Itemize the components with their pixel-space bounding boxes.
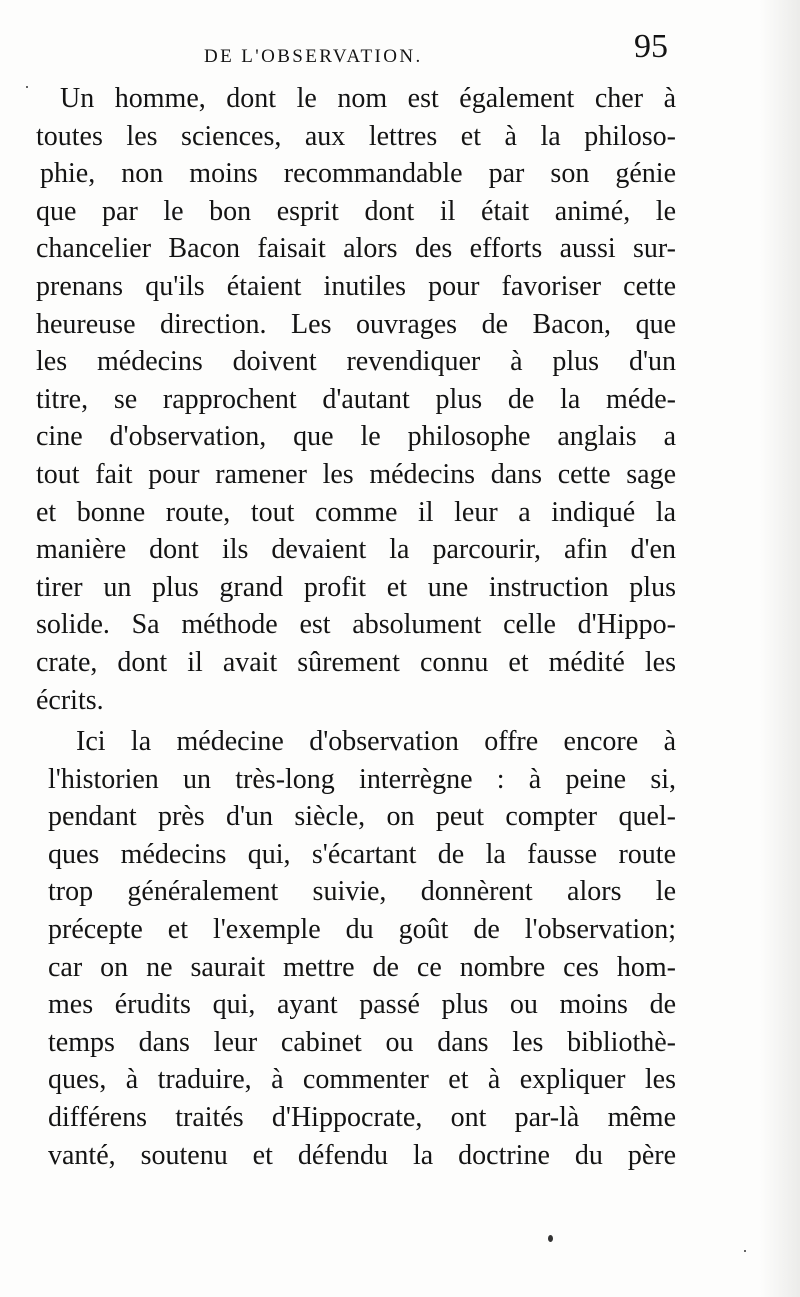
text-line: ques, à traduire, à commenter et à expliquer les <box>48 1064 676 1096</box>
body-text <box>36 80 676 1174</box>
text-line: cine d'observation, que le philosophe anglais a <box>36 421 676 453</box>
page-number: 95 <box>634 28 668 65</box>
text-line: tirer un plus grand profit et une instruction plus <box>36 571 676 603</box>
text-line: l'historien un très-long interrègne : à peine si, <box>48 763 676 795</box>
text-line: chancelier Bacon faisait alors des efforts aussi sur- <box>36 233 676 265</box>
text-line: précepte et l'exemple du goût de l'observation; <box>48 914 676 946</box>
text-line: que par le bon esprit dont il était animé, le <box>36 195 676 227</box>
text-line: crate, dont il avait sûrement connu et médité les <box>36 646 676 678</box>
paragraph-2 <box>36 723 676 1174</box>
text-line: phie, non moins recommandable par son génie <box>40 158 676 190</box>
text-line: car on ne saurait mettre de ce nombre ces hom- <box>48 951 676 983</box>
text-line: solide. Sa méthode est absolument celle d'Hippo- <box>36 609 676 641</box>
running-head <box>30 40 670 74</box>
text-line: différens traités d'Hippocrate, ont par-là même <box>48 1102 676 1134</box>
text-line: titre, se rapprochent d'autant plus de la méde- <box>36 383 676 415</box>
text-line: et bonne route, tout comme il leur a indiqué la <box>36 496 676 528</box>
text-line: Un homme, dont le nom est également cher à <box>60 83 676 114</box>
text-line: les médecins doivent revendiquer à plus d'un <box>36 346 676 378</box>
text-line: ques médecins qui, s'écartant de la fausse route <box>48 838 676 870</box>
text-line: prenans qu'ils étaient inutiles pour favoriser cette <box>36 270 676 302</box>
running-title: DE L'OBSERVATION. <box>204 46 423 67</box>
text-line: Ici la médecine d'observation offre encore à <box>76 726 676 758</box>
ink-speck <box>548 1235 553 1242</box>
text-line: manière dont ils devaient la parcourir, afin d'en <box>36 534 676 566</box>
text-line: temps dans leur cabinet ou dans les bibliothè- <box>48 1026 676 1058</box>
text-line: pendant près d'un siècle, on peut compter quel- <box>48 801 676 833</box>
text-line: écrits. <box>36 684 104 716</box>
text-line: trop généralement suivie, donnèrent alors le <box>48 876 676 908</box>
ink-speck <box>26 86 28 88</box>
text-line: toutes les sciences, aux lettres et à la philoso- <box>36 120 676 152</box>
text-line: tout fait pour ramener les médecins dans cette sage <box>36 458 676 490</box>
page-gutter-shadow <box>760 0 800 1297</box>
text-line: vanté, soutenu et défendu la doctrine du père <box>48 1139 676 1171</box>
paragraph-1 <box>36 80 676 719</box>
ink-speck <box>744 1250 746 1252</box>
text-line: heureuse direction. Les ouvrages de Bacon, que <box>36 308 676 340</box>
text-line: mes érudits qui, ayant passé plus ou moins de <box>48 989 676 1021</box>
